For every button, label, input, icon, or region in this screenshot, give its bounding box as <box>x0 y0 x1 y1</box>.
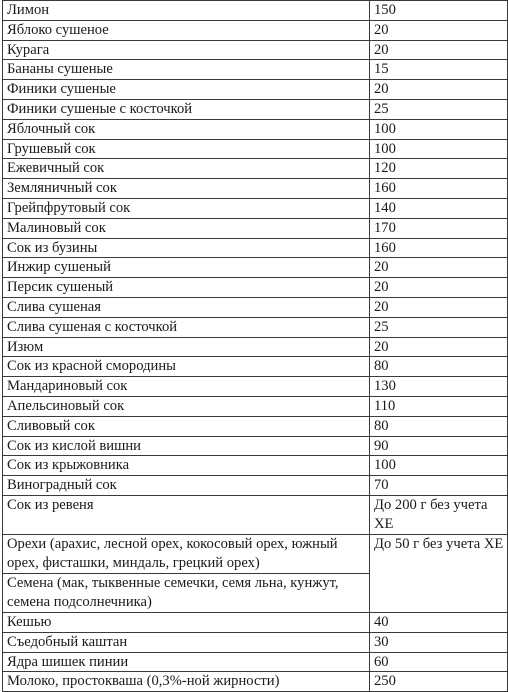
product-value: 100 <box>370 119 508 139</box>
product-name: Орехи (арахис, лесной орех, кокосовый орех, южный орех, фисташки, миндаль, грецкий орех) <box>3 534 370 573</box>
table-row <box>3 258 508 278</box>
table-row <box>3 1 508 21</box>
product-name: Слива сушеная <box>3 297 370 317</box>
table-row <box>3 297 508 317</box>
table-row <box>3 456 508 476</box>
product-name: Малиновый сок <box>3 218 370 238</box>
product-name: Сок из красной смородины <box>3 357 370 377</box>
table-row <box>3 436 508 456</box>
product-name: Апельсиновый сок <box>3 396 370 416</box>
product-name: Кешью <box>3 612 370 632</box>
table-row <box>3 317 508 337</box>
product-value: 90 <box>370 436 508 456</box>
product-value: До 200 г без учета ХЕ <box>370 495 508 534</box>
table-row <box>3 119 508 139</box>
product-value: 20 <box>370 40 508 60</box>
product-name: Съедобный каштан <box>3 632 370 652</box>
table-row <box>3 534 508 573</box>
product-name: Сливовый сок <box>3 416 370 436</box>
table-row <box>3 652 508 672</box>
table-row <box>3 40 508 60</box>
product-name: Мандариновый сок <box>3 377 370 397</box>
table-row <box>3 632 508 652</box>
product-name: Грейпфрутовый сок <box>3 198 370 218</box>
product-name: Персик сушеный <box>3 278 370 298</box>
product-name: Яблоко сушеное <box>3 20 370 40</box>
table-row <box>3 20 508 40</box>
table-row <box>3 179 508 199</box>
table-row <box>3 612 508 632</box>
product-value: 80 <box>370 357 508 377</box>
product-name: Земляничный сок <box>3 179 370 199</box>
product-value: 100 <box>370 139 508 159</box>
product-value: До 50 г без учета ХЕ <box>370 534 508 612</box>
table-row <box>3 139 508 159</box>
table-row <box>3 495 508 534</box>
product-value: 160 <box>370 238 508 258</box>
product-value: 20 <box>370 278 508 298</box>
table-row <box>3 198 508 218</box>
product-name: Слива сушеная с косточкой <box>3 317 370 337</box>
product-value: 20 <box>370 20 508 40</box>
table-row <box>3 416 508 436</box>
table-row <box>3 278 508 298</box>
product-name: Лимон <box>3 1 370 21</box>
product-value: 40 <box>370 612 508 632</box>
product-name: Яблочный сок <box>3 119 370 139</box>
product-value: 120 <box>370 159 508 179</box>
product-value: 60 <box>370 652 508 672</box>
product-name: Виноградный сок <box>3 476 370 496</box>
product-value: 110 <box>370 396 508 416</box>
product-name: Финики сушеные <box>3 80 370 100</box>
table-row <box>3 337 508 357</box>
table-row <box>3 238 508 258</box>
product-value: 140 <box>370 198 508 218</box>
product-value: 25 <box>370 317 508 337</box>
product-value: 100 <box>370 456 508 476</box>
product-name: Сок из крыжовника <box>3 456 370 476</box>
product-name: Ежевичный сок <box>3 159 370 179</box>
product-value: 20 <box>370 258 508 278</box>
table-row <box>3 218 508 238</box>
product-value: 250 <box>370 672 508 692</box>
product-name: Курага <box>3 40 370 60</box>
table-row <box>3 159 508 179</box>
product-name: Сок из кислой вишни <box>3 436 370 456</box>
product-value: 20 <box>370 297 508 317</box>
product-name: Бананы сушеные <box>3 60 370 80</box>
product-value: 25 <box>370 99 508 119</box>
product-name: Инжир сушеный <box>3 258 370 278</box>
table-row <box>3 672 508 692</box>
product-name: Сок из бузины <box>3 238 370 258</box>
product-value: 130 <box>370 377 508 397</box>
table-row <box>3 60 508 80</box>
table-row <box>3 357 508 377</box>
product-value: 150 <box>370 1 508 21</box>
product-value: 170 <box>370 218 508 238</box>
product-name: Сок из ревеня <box>3 495 370 534</box>
product-name: Семена (мак, тыквенные семечки, семя льна, кунжут, семена подсолнечника) <box>3 573 370 612</box>
product-value: 20 <box>370 337 508 357</box>
product-value: 30 <box>370 632 508 652</box>
product-name: Молоко, простокваша (0,3%-ной жирности) <box>3 672 370 692</box>
table-row <box>3 396 508 416</box>
product-name: Финики сушеные с косточкой <box>3 99 370 119</box>
food-values-table <box>2 0 508 692</box>
product-name: Изюм <box>3 337 370 357</box>
table-row <box>3 99 508 119</box>
product-value: 80 <box>370 416 508 436</box>
product-value: 160 <box>370 179 508 199</box>
table-row <box>3 80 508 100</box>
product-value: 20 <box>370 80 508 100</box>
table-row <box>3 476 508 496</box>
product-name: Ядра шишек пинии <box>3 652 370 672</box>
product-value: 15 <box>370 60 508 80</box>
product-name: Грушевый сок <box>3 139 370 159</box>
table-row <box>3 377 508 397</box>
product-value: 70 <box>370 476 508 496</box>
